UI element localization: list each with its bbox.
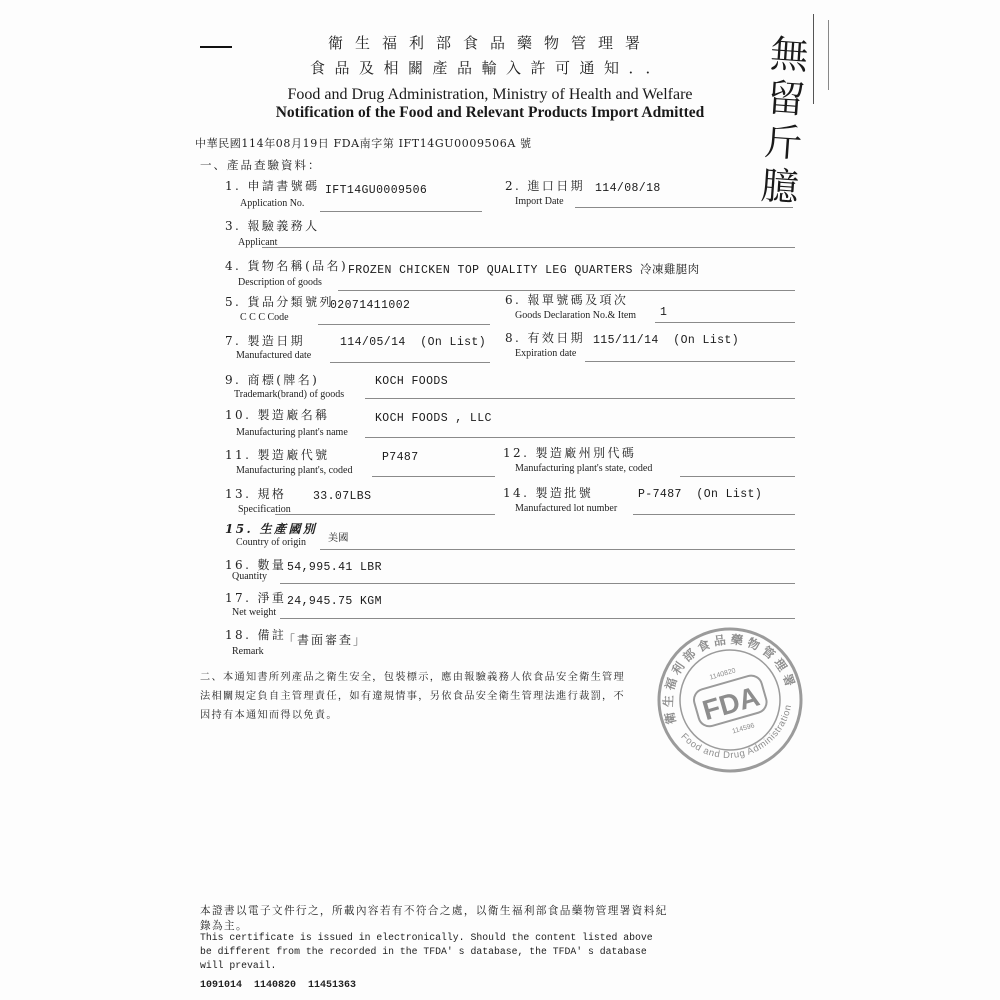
notice-title-en: Notification of the Food and Relevant Products Import Admitted bbox=[275, 104, 705, 121]
stamp-agency-zh-text: 衛生福利部食品藥物管理署 bbox=[661, 632, 799, 726]
section2-line: 因持有本通知而得以免責。 bbox=[200, 710, 338, 721]
import-date-underline bbox=[575, 207, 793, 208]
specification-value: 33.07LBS bbox=[313, 490, 372, 503]
quantity-value: 54,995.41 LBR bbox=[287, 561, 382, 574]
declaration-item-label-en: Goods Declaration No.& Item bbox=[515, 310, 637, 321]
import-date-label-en: Import Date bbox=[515, 196, 564, 207]
handwritten-note: 無留斤臆 bbox=[752, 32, 810, 212]
manufactured-date-value: 114/05/14 (On List) bbox=[340, 336, 487, 349]
specification-label-en: Specification bbox=[238, 504, 291, 515]
page-edge-line bbox=[813, 14, 814, 104]
trademark-underline bbox=[365, 398, 795, 399]
plant-state-code-label-zh: 12. 製造廠州別代碼 bbox=[503, 446, 637, 460]
footer-note-en-line: This certificate is issued in electronically. Should the content listed above bbox=[200, 932, 653, 943]
agency-title-en: Food and Drug Administration, Ministry of Health and Welfare bbox=[287, 86, 693, 103]
lot-number-label-zh: 14. 製造批號 bbox=[503, 486, 594, 500]
section2-line: 法相關規定負自主管理責任，如有違規情事，另依食品安全衛生管理法進行裁罰，不 bbox=[200, 691, 626, 702]
application-no-label-en: Application No. bbox=[240, 198, 305, 209]
declaration-item-label-zh: 6. 報單號碼及項次 bbox=[505, 293, 629, 307]
country-of-origin-label-zh: 15. 生產國別 bbox=[225, 522, 318, 536]
declaration-item-value: 1 bbox=[660, 306, 668, 319]
expiration-date-label-zh: 8. 有效日期 bbox=[505, 331, 586, 345]
fda-seal-stamp bbox=[637, 607, 823, 793]
country-of-origin-value: 美國 bbox=[328, 534, 349, 545]
quantity-label-en: Quantity bbox=[232, 571, 267, 582]
plant-state-code-underline bbox=[680, 476, 795, 477]
section2-line: 二、本通知書所列產品之衛生安全，包裝標示，應由報驗義務人依食品安全衛生管理 bbox=[200, 672, 626, 683]
document-codes: 1091014 1140820 11451363 bbox=[200, 980, 357, 991]
declaration-item-underline bbox=[655, 322, 795, 323]
stamp-fda-logo: FDA bbox=[699, 680, 763, 727]
stamp-serial: 114596 bbox=[731, 722, 756, 736]
quantity-underline bbox=[280, 583, 795, 584]
lot-number-underline bbox=[633, 514, 795, 515]
ccc-code-underline bbox=[318, 324, 490, 325]
footer-note-zh-line: 錄為主。 bbox=[200, 920, 248, 932]
remark-label-zh: 18. 備註 bbox=[225, 628, 287, 642]
stamp-agency-en-text: Food and Drug Administration bbox=[678, 703, 795, 762]
lot-number-value: P-7487 (On List) bbox=[638, 488, 763, 501]
import-date-label-zh: 2. 進口日期 bbox=[505, 179, 586, 193]
footer-note-en-line: will prevail. bbox=[200, 960, 277, 971]
applicant-underline bbox=[262, 247, 795, 248]
plant-state-code-label-en: Manufacturing plant's state, coded bbox=[515, 463, 653, 474]
plant-code-value: P7487 bbox=[382, 451, 419, 464]
description-value: FROZEN CHICKEN TOP QUALITY LEG QUARTERS 冷凍雞腿肉 bbox=[348, 264, 700, 277]
footer-note-zh-line: 本證書以電子文件行之，所載內容若有不符合之處，以衛生福利部食品藥物管理署資料紀 bbox=[200, 905, 668, 917]
net-weight-label-en: Net weight bbox=[232, 607, 277, 618]
manufactured-date-underline bbox=[330, 362, 490, 363]
plant-name-value: KOCH FOODS , LLC bbox=[375, 412, 492, 425]
country-of-origin-underline bbox=[320, 549, 795, 550]
plant-name-underline bbox=[365, 437, 795, 438]
section1-title: 一、產品查驗資料： bbox=[200, 158, 322, 172]
net-weight-underline bbox=[280, 618, 795, 619]
manufactured-date-label-zh: 7. 製造日期 bbox=[225, 334, 306, 348]
description-label-zh: 4. 貨物名稱(品名) bbox=[225, 259, 349, 273]
page-edge-line bbox=[828, 20, 829, 90]
expiration-date-label-en: Expiration date bbox=[515, 348, 577, 359]
remark-value: 「書面審查」 bbox=[283, 633, 368, 647]
remark-label-en: Remark bbox=[232, 646, 264, 657]
plant-name-label-zh: 10. 製造廠名稱 bbox=[225, 408, 330, 422]
plant-code-underline bbox=[372, 476, 495, 477]
applicant-label-en: Applicant bbox=[238, 237, 278, 248]
ccc-code-value: 02071411002 bbox=[330, 299, 411, 312]
trademark-label-en: Trademark(brand) of goods bbox=[234, 389, 345, 400]
specification-label-zh: 13. 規格 bbox=[225, 487, 287, 501]
manufactured-date-label-en: Manufactured date bbox=[236, 350, 312, 361]
footer-note-en-line: be different from the recorded in the TFDA' s database, the TFDA' s database bbox=[200, 946, 647, 957]
notice-title-zh: 食品及相關產品輸入許可通知．． bbox=[309, 59, 670, 77]
application-no-underline bbox=[320, 211, 482, 212]
import-date-value: 114/08/18 bbox=[595, 182, 661, 195]
description-label-en: Description of goods bbox=[238, 277, 322, 288]
expiration-date-underline bbox=[585, 361, 795, 362]
trademark-label-zh: 9. 商標(牌名) bbox=[225, 373, 320, 387]
application-no-label-zh: 1. 申請書號碼 bbox=[225, 179, 320, 193]
plant-name-label-en: Manufacturing plant's name bbox=[236, 427, 348, 438]
application-no-value: IFT14GU0009506 bbox=[325, 184, 428, 197]
lot-number-label-en: Manufactured lot number bbox=[515, 503, 618, 514]
plant-code-label-en: Manufacturing plant's, coded bbox=[236, 465, 353, 476]
ccc-code-label-en: C C C Code bbox=[240, 312, 289, 323]
trademark-value: KOCH FOODS bbox=[375, 375, 449, 388]
reference-line: 中華民國114年08月19日 FDA南字第 IFT14GU0009506A 號 bbox=[195, 137, 532, 150]
specification-underline bbox=[275, 514, 495, 515]
applicant-label-zh: 3. 報驗義務人 bbox=[225, 219, 320, 233]
expiration-date-value: 115/11/14 (On List) bbox=[593, 334, 740, 347]
plant-code-label-zh: 11. 製造廠代號 bbox=[225, 448, 330, 462]
stamp-date: 1140820 bbox=[708, 667, 737, 682]
agency-title-zh: 衛生福利部食品藥物管理署 bbox=[327, 34, 652, 52]
net-weight-label-zh: 17. 淨重 bbox=[225, 591, 287, 605]
quantity-label-zh: 16. 數量 bbox=[225, 558, 287, 572]
net-weight-value: 24,945.75 KGM bbox=[287, 595, 382, 608]
ccc-code-label-zh: 5. 貨品分類號列 bbox=[225, 295, 334, 309]
country-of-origin-label-en: Country of origin bbox=[236, 537, 306, 548]
